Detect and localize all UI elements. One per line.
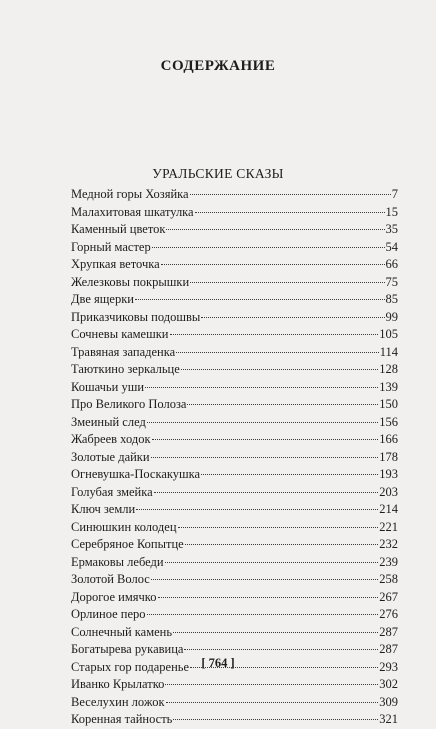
toc-entry-title: Золотой Волос	[71, 572, 150, 587]
dot-leader	[190, 194, 391, 195]
toc-entry	[71, 466, 398, 484]
toc-entry	[71, 344, 398, 362]
dot-leader	[173, 632, 378, 633]
dot-leader	[201, 474, 378, 475]
toc-entry-title: Старых гор подаренье	[71, 659, 190, 674]
toc-entry-title: Орлиное перо	[71, 607, 146, 622]
toc-entry	[71, 536, 398, 554]
toc-entry-page: 302	[379, 677, 398, 692]
toc-entry-title: Огневушка-Поскакушка	[71, 467, 201, 482]
toc-entry-page: 203	[379, 484, 398, 499]
page-number: [ 764 ]	[201, 656, 235, 670]
toc-entry	[71, 519, 398, 537]
page-title: СОДЕРЖАНИЕ	[160, 58, 276, 74]
dot-leader	[154, 492, 379, 493]
toc-entry-page: 287	[379, 624, 398, 639]
toc-entry-title: Ключ земли	[71, 502, 136, 517]
toc-entry-page: 232	[379, 537, 398, 552]
toc-entry-title: Серебряное Копытце	[71, 537, 184, 552]
toc-entry-title: Хрупкая веточка	[71, 257, 160, 272]
dot-leader	[165, 562, 379, 563]
toc-entry	[71, 431, 398, 449]
toc-entry-page: 75	[385, 274, 398, 289]
toc-entry	[71, 396, 398, 414]
dot-leader	[173, 719, 378, 720]
toc-entry-title: Богатырева рукавица	[71, 642, 184, 657]
toc-entry-title: Приказчиковы подошвы	[71, 309, 201, 324]
dot-leader	[187, 404, 378, 405]
toc-entry-title: Про Великого Полоза	[71, 397, 187, 412]
toc-entry-title: Змеиный след	[71, 414, 146, 429]
toc-entry	[71, 624, 398, 642]
dot-leader	[161, 264, 385, 265]
toc-entry-title: Синюшкин колодец	[71, 519, 177, 534]
dot-leader	[201, 317, 384, 318]
toc-entry-title: Жабреев ходок	[71, 432, 151, 447]
toc-entry	[71, 571, 398, 589]
dot-leader	[176, 352, 379, 353]
toc-entry-page: 276	[379, 607, 398, 622]
dot-leader	[147, 422, 378, 423]
toc-entry-page: 139	[379, 379, 398, 394]
toc-entry-title: Солнечный камень	[71, 624, 173, 639]
dot-leader	[195, 212, 385, 213]
dot-leader	[181, 369, 378, 370]
toc-entry-page: 258	[379, 572, 398, 587]
table-of-contents	[71, 186, 398, 729]
toc-entry-page: 35	[385, 222, 398, 237]
dot-leader	[147, 614, 379, 615]
toc-entry-title: Веселухин ложок	[71, 694, 165, 709]
toc-entry-page: 114	[379, 344, 398, 359]
toc-entry-title: Малахитовая шкатулка	[71, 204, 194, 219]
toc-entry-page: 166	[379, 432, 398, 447]
toc-entry-title: Дорогое имячко	[71, 589, 157, 604]
toc-entry-page: 15	[385, 204, 398, 219]
toc-entry-title: Железковы покрышки	[71, 274, 190, 289]
dot-leader	[170, 334, 379, 335]
dot-leader	[185, 544, 379, 545]
toc-entry-page: 214	[379, 502, 398, 517]
toc-entry-title: Иванко Крылатко	[71, 677, 165, 692]
dot-leader	[152, 439, 379, 440]
dot-leader	[165, 684, 378, 685]
toc-entry	[71, 711, 398, 729]
toc-entry	[71, 239, 398, 257]
toc-entry	[71, 274, 398, 292]
toc-entry	[71, 361, 398, 379]
toc-entry-page: 150	[379, 397, 398, 412]
toc-entry	[71, 291, 398, 309]
toc-entry	[71, 676, 398, 694]
toc-entry	[71, 501, 398, 519]
dot-leader	[184, 649, 378, 650]
toc-entry-title: Ермаковы лебеди	[71, 554, 164, 569]
dot-leader	[136, 509, 378, 510]
toc-entry-title: Золотые дайки	[71, 449, 150, 464]
toc-entry	[71, 204, 398, 222]
toc-entry-title: Каменный цветок	[71, 222, 166, 237]
toc-entry	[71, 589, 398, 607]
dot-leader	[145, 387, 378, 388]
toc-entry	[71, 256, 398, 274]
dot-leader	[158, 597, 379, 598]
toc-entry	[71, 379, 398, 397]
toc-entry-page: 239	[379, 554, 398, 569]
toc-entry-page: 128	[379, 362, 398, 377]
section-title: УРАЛЬСКИЕ СКАЗЫ	[152, 166, 284, 181]
toc-entry-page: 221	[379, 519, 398, 534]
toc-entry-page: 85	[385, 292, 398, 307]
dot-leader	[190, 282, 384, 283]
toc-entry-page: 321	[379, 712, 398, 727]
toc-entry-title: Таюткино зеркальце	[71, 362, 180, 377]
toc-entry	[71, 554, 398, 572]
toc-entry-page: 105	[379, 327, 398, 342]
toc-entry-page: 156	[379, 414, 398, 429]
toc-entry-page: 287	[379, 642, 398, 657]
toc-entry-title: Коренная тайность	[71, 712, 173, 727]
toc-entry	[71, 414, 398, 432]
dot-leader	[151, 457, 379, 458]
toc-entry-page: 309	[379, 694, 398, 709]
toc-entry	[71, 449, 398, 467]
toc-entry-page: 66	[385, 257, 398, 272]
toc-entry-page: 293	[379, 659, 398, 674]
toc-entry	[71, 186, 398, 204]
toc-entry-page: 7	[391, 187, 398, 201]
toc-entry	[71, 309, 398, 327]
dot-leader	[166, 229, 384, 230]
toc-entry-title: Медной горы Хозяйка	[71, 187, 189, 201]
toc-entry-page: 267	[379, 589, 398, 604]
dot-leader	[151, 579, 378, 580]
dot-leader	[152, 247, 385, 248]
toc-entry	[71, 694, 398, 712]
toc-entry-title: Голубая змейка	[71, 484, 153, 499]
toc-entry-page: 54	[385, 239, 398, 254]
toc-entry	[71, 606, 398, 624]
toc-entry-page: 193	[379, 467, 398, 482]
toc-entry-title: Горный мастер	[71, 239, 151, 254]
toc-entry	[71, 484, 398, 502]
dot-leader	[178, 527, 379, 528]
toc-entry	[71, 326, 398, 344]
toc-entry-title: Кошачьи уши	[71, 379, 145, 394]
toc-entry-title: Две ящерки	[71, 292, 134, 307]
dot-leader	[166, 702, 379, 703]
toc-entry	[71, 221, 398, 239]
toc-entry-title: Травяная западенка	[71, 344, 176, 359]
dot-leader	[135, 299, 385, 300]
toc-entry-title: Сочневы камешки	[71, 327, 169, 342]
toc-entry-page: 178	[379, 449, 398, 464]
toc-entry-page: 99	[385, 309, 398, 324]
